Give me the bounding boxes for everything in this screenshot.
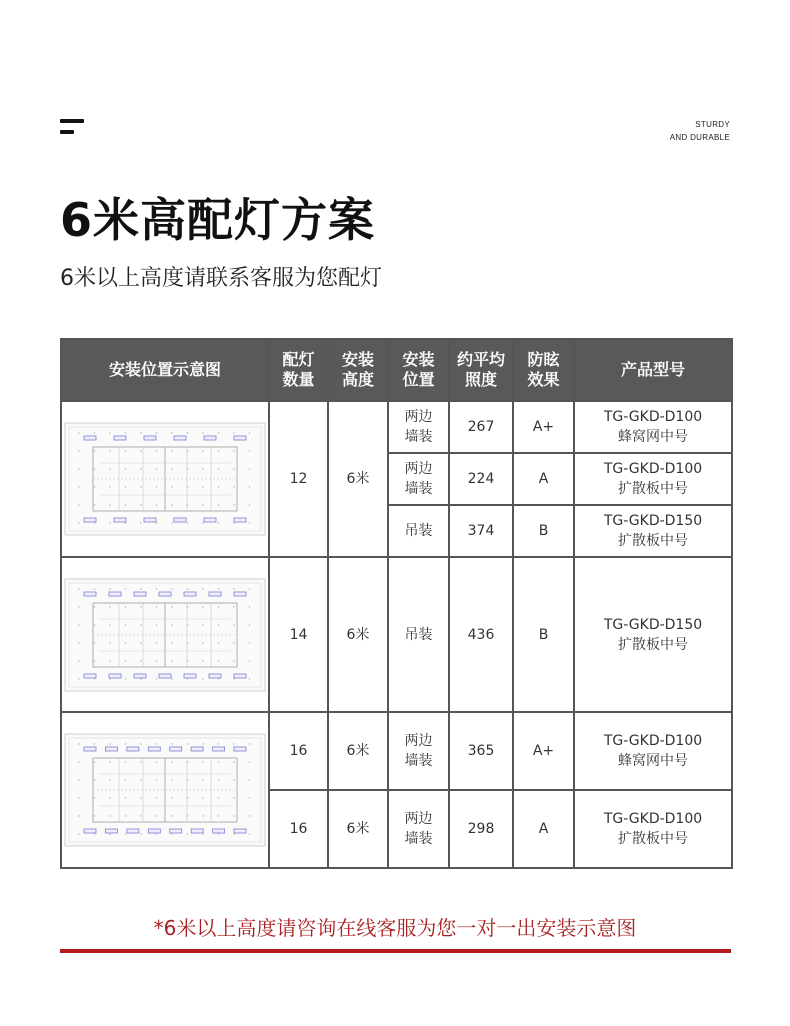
- lamp-count: 14: [269, 557, 328, 712]
- table-row: [61, 712, 732, 790]
- glare-rating: A: [513, 453, 574, 505]
- lamp-count: 12: [269, 401, 328, 557]
- header-count: 配灯 数量: [269, 339, 328, 401]
- header-model: 产品型号: [574, 339, 732, 401]
- avg-lux: 365: [449, 712, 513, 790]
- tagline-line-1: STURDY: [695, 120, 730, 129]
- product-model: TG-GKD-D150 扩散板中号: [574, 505, 732, 557]
- install-position: 两边 墙装: [388, 453, 449, 505]
- glare-rating: A+: [513, 401, 574, 453]
- lamp-layout-14-diagram: [63, 575, 267, 695]
- menu-icon[interactable]: [60, 119, 84, 137]
- header-lux: 约平均 照度: [449, 339, 513, 401]
- avg-lux: 267: [449, 401, 513, 453]
- lamp-layout-16-diagram: [63, 730, 267, 850]
- lamp-count: 16: [269, 712, 328, 790]
- avg-lux: 374: [449, 505, 513, 557]
- tagline: [670, 118, 730, 144]
- product-model: TG-GKD-D100 扩散板中号: [574, 453, 732, 505]
- install-height: 6米: [328, 790, 388, 868]
- product-model: TG-GKD-D100 蜂窝网中号: [574, 401, 732, 453]
- product-model: TG-GKD-D100 扩散板中号: [574, 790, 732, 868]
- header-position: 安装 位置: [388, 339, 449, 401]
- page-title: 6米高配灯方案: [60, 193, 376, 247]
- install-height: 6米: [328, 401, 388, 557]
- install-height: 6米: [328, 557, 388, 712]
- glare-rating: A: [513, 790, 574, 868]
- table-header-row: [61, 339, 732, 401]
- avg-lux: 224: [449, 453, 513, 505]
- header-diagram: 安装位置示意图: [61, 339, 269, 401]
- table-row: [61, 401, 732, 453]
- install-position: 两边 墙装: [388, 790, 449, 868]
- diagram-cell: [61, 712, 269, 868]
- install-position: 两边 墙装: [388, 401, 449, 453]
- install-position: 吊装: [388, 505, 449, 557]
- header-glare: 防眩 效果: [513, 339, 574, 401]
- lighting-plan-table: [60, 338, 733, 869]
- avg-lux: 298: [449, 790, 513, 868]
- lamp-layout-12-diagram: [63, 419, 267, 539]
- footnote: *6米以上高度请咨询在线客服为您一对一出安装示意图: [153, 916, 637, 940]
- product-model: TG-GKD-D150 扩散板中号: [574, 557, 732, 712]
- lamp-count: 16: [269, 790, 328, 868]
- footnote-divider: [60, 949, 731, 953]
- diagram-cell: [61, 401, 269, 557]
- glare-rating: B: [513, 505, 574, 557]
- page-subtitle: 6米以上高度请联系客服为您配灯: [60, 266, 382, 291]
- table-row: [61, 557, 732, 712]
- tagline-line-2: AND DURABLE: [669, 133, 730, 142]
- install-position: 两边 墙装: [388, 712, 449, 790]
- avg-lux: 436: [449, 557, 513, 712]
- install-height: 6米: [328, 712, 388, 790]
- install-position: 吊装: [388, 557, 449, 712]
- glare-rating: A+: [513, 712, 574, 790]
- diagram-cell: [61, 557, 269, 712]
- header-height: 安装 高度: [328, 339, 388, 401]
- product-model: TG-GKD-D100 蜂窝网中号: [574, 712, 732, 790]
- glare-rating: B: [513, 557, 574, 712]
